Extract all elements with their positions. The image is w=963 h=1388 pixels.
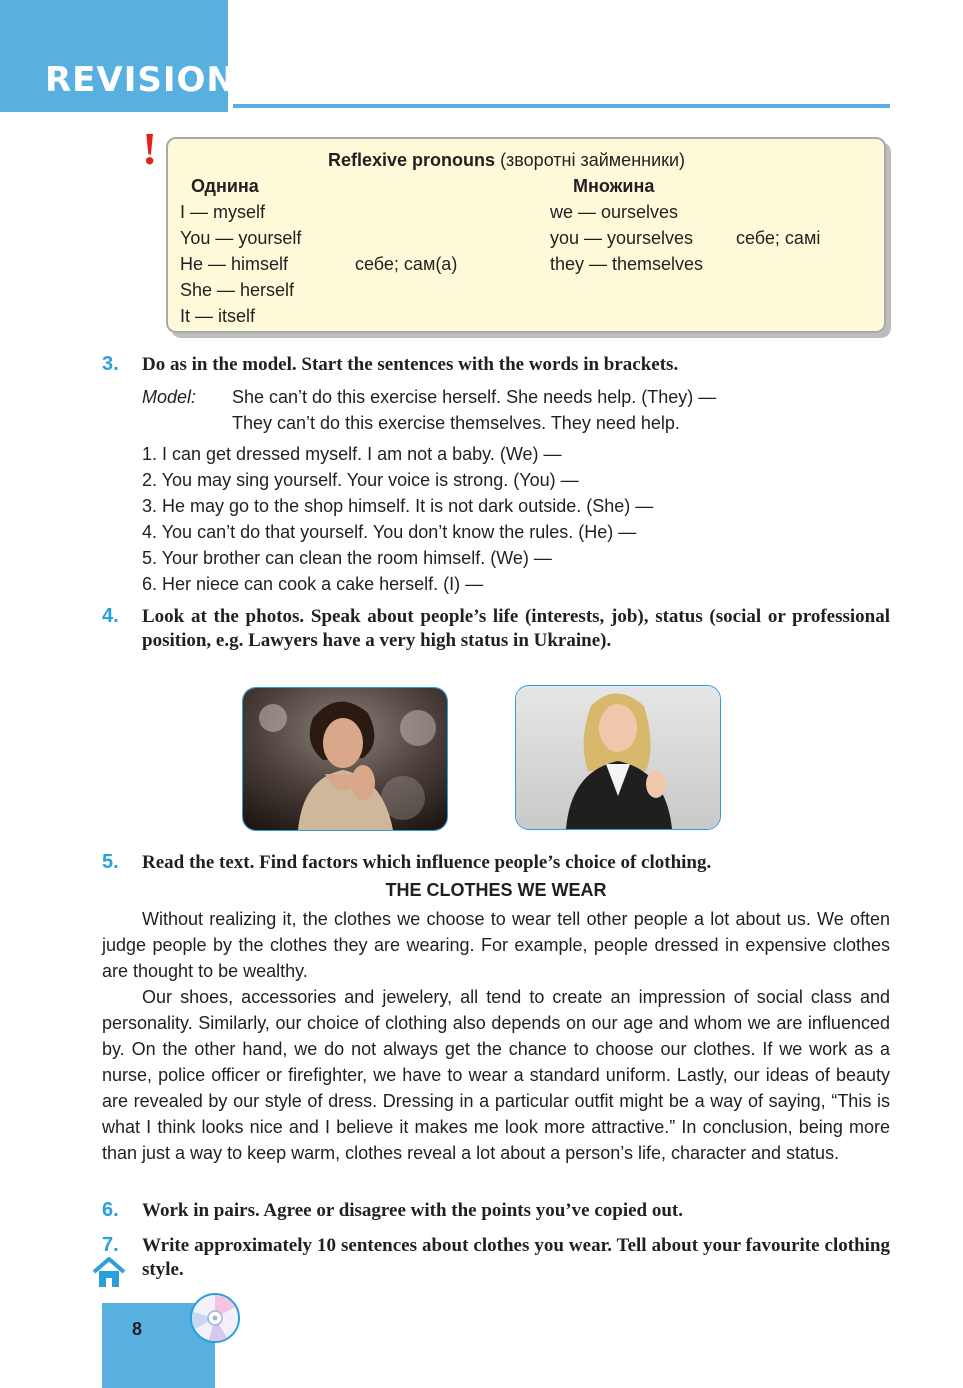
photo-businesswoman-image (516, 686, 720, 829)
cd-icon (189, 1292, 241, 1349)
singular-header: Однина (191, 176, 259, 196)
page-number: 8 (132, 1319, 143, 1339)
reflexive-pronouns-box (166, 137, 886, 333)
box-title (328, 149, 685, 171)
header-rule (233, 104, 890, 108)
singular-item: She — herself (180, 280, 295, 300)
box-title-bold: Reflexive pronouns (328, 150, 496, 170)
model-line: She can’t do this exercise herself. She needs help. (They) — (232, 387, 717, 407)
exercise-item: 6. Her niece can cook a cake herself. (I) — (142, 574, 484, 594)
exercise-number: 5. (102, 851, 119, 873)
singular-item: I — myself (180, 202, 266, 222)
exercise-item: 3. He may go to the shop himself. It is not dark outside. (She) — (142, 496, 654, 516)
exercise-number: 7. (102, 1234, 119, 1256)
plural-item: you — yourselves (550, 228, 694, 248)
exercise-instruction: Read the text. Find factors which influence people’s choice of clothing. (142, 852, 712, 873)
exercise-number: 4. (102, 605, 119, 627)
singular-item: You — yourself (180, 228, 302, 248)
plural-item: we — ourselves (550, 202, 679, 222)
singular-translation: себе; сам(а) (355, 254, 458, 274)
exercise-number: 3. (102, 353, 119, 375)
home-icon (92, 1257, 126, 1294)
plural-header: Множина (573, 176, 655, 196)
photo-woman-evening-dress-image (243, 688, 447, 830)
exercise-instruction: Do as in the model. Start the sentences with the words in brackets. (142, 354, 679, 375)
box-title-note: (зворотні займенники) (500, 150, 686, 170)
exercise-instruction: Work in pairs. Agree or disagree with the points you’ve copied out. (142, 1200, 683, 1221)
photo-businesswoman (515, 685, 721, 830)
plural-translation: себе; самі (736, 228, 821, 248)
reading-paragraph: Without realizing it, the clothes we choose to wear tell other people a lot about us. We often judge people by the clothes they are wearing. For example, people dressed in expensive clothes are thought to be wealthy. (102, 909, 890, 981)
text-title: THE CLOTHES WE WEAR (385, 880, 607, 900)
exercise-item: 5. Your brother can clean the room himself. (We) — (142, 548, 552, 568)
model-line: They can’t do this exercise themselves. They need help. (232, 413, 680, 433)
reading-paragraph: Our shoes, accessories and jewelery, all tend to create an impression of social class and personality. Similarly, our choice of clothing also depends on our age and whom we are influenced by. On the other hand, we do not always get the chance to choose our clothes. If we work as a nurse, police officer or firefighter, we have to wear a standard uniform. Lastly, our ideas of beauty are revealed by our style of dress. Dressing in a particular outfit might be a way of saying, “This is what I think looks nice and I believe it makes me look more attractive.” In conclusion, being more than just a way to keep warm, clothes reveal a lot about a person’s life, character and status. (102, 987, 890, 1163)
exercise-item: 1. I can get dressed myself. I am not a baby. (We) — (142, 444, 562, 464)
exercise-instruction: Look at the photos. Speak about people’s life (interests, job), status (social or professional position, e.g. Lawyers have a very high status in Ukraine). (142, 606, 890, 651)
photo-woman-evening-dress (242, 687, 448, 831)
plural-item: they — themselves (550, 254, 704, 274)
exercise-item: 2. You may sing yourself. Your voice is strong. (You) — (142, 470, 579, 490)
model-label: Model: (142, 387, 197, 407)
exercise-number: 6. (102, 1199, 119, 1221)
singular-item: He — himself (180, 254, 289, 274)
exercise-item: 4. You can’t do that yourself. You don’t know the rules. (He) — (142, 522, 637, 542)
singular-item: It — itself (180, 306, 256, 326)
exercise-instruction: Write approximately 10 sentences about clothes you wear. Tell about your favourite clothing style. (142, 1235, 890, 1280)
section-title: REVISION (45, 60, 236, 100)
exclamation-icon: ! (142, 123, 158, 174)
